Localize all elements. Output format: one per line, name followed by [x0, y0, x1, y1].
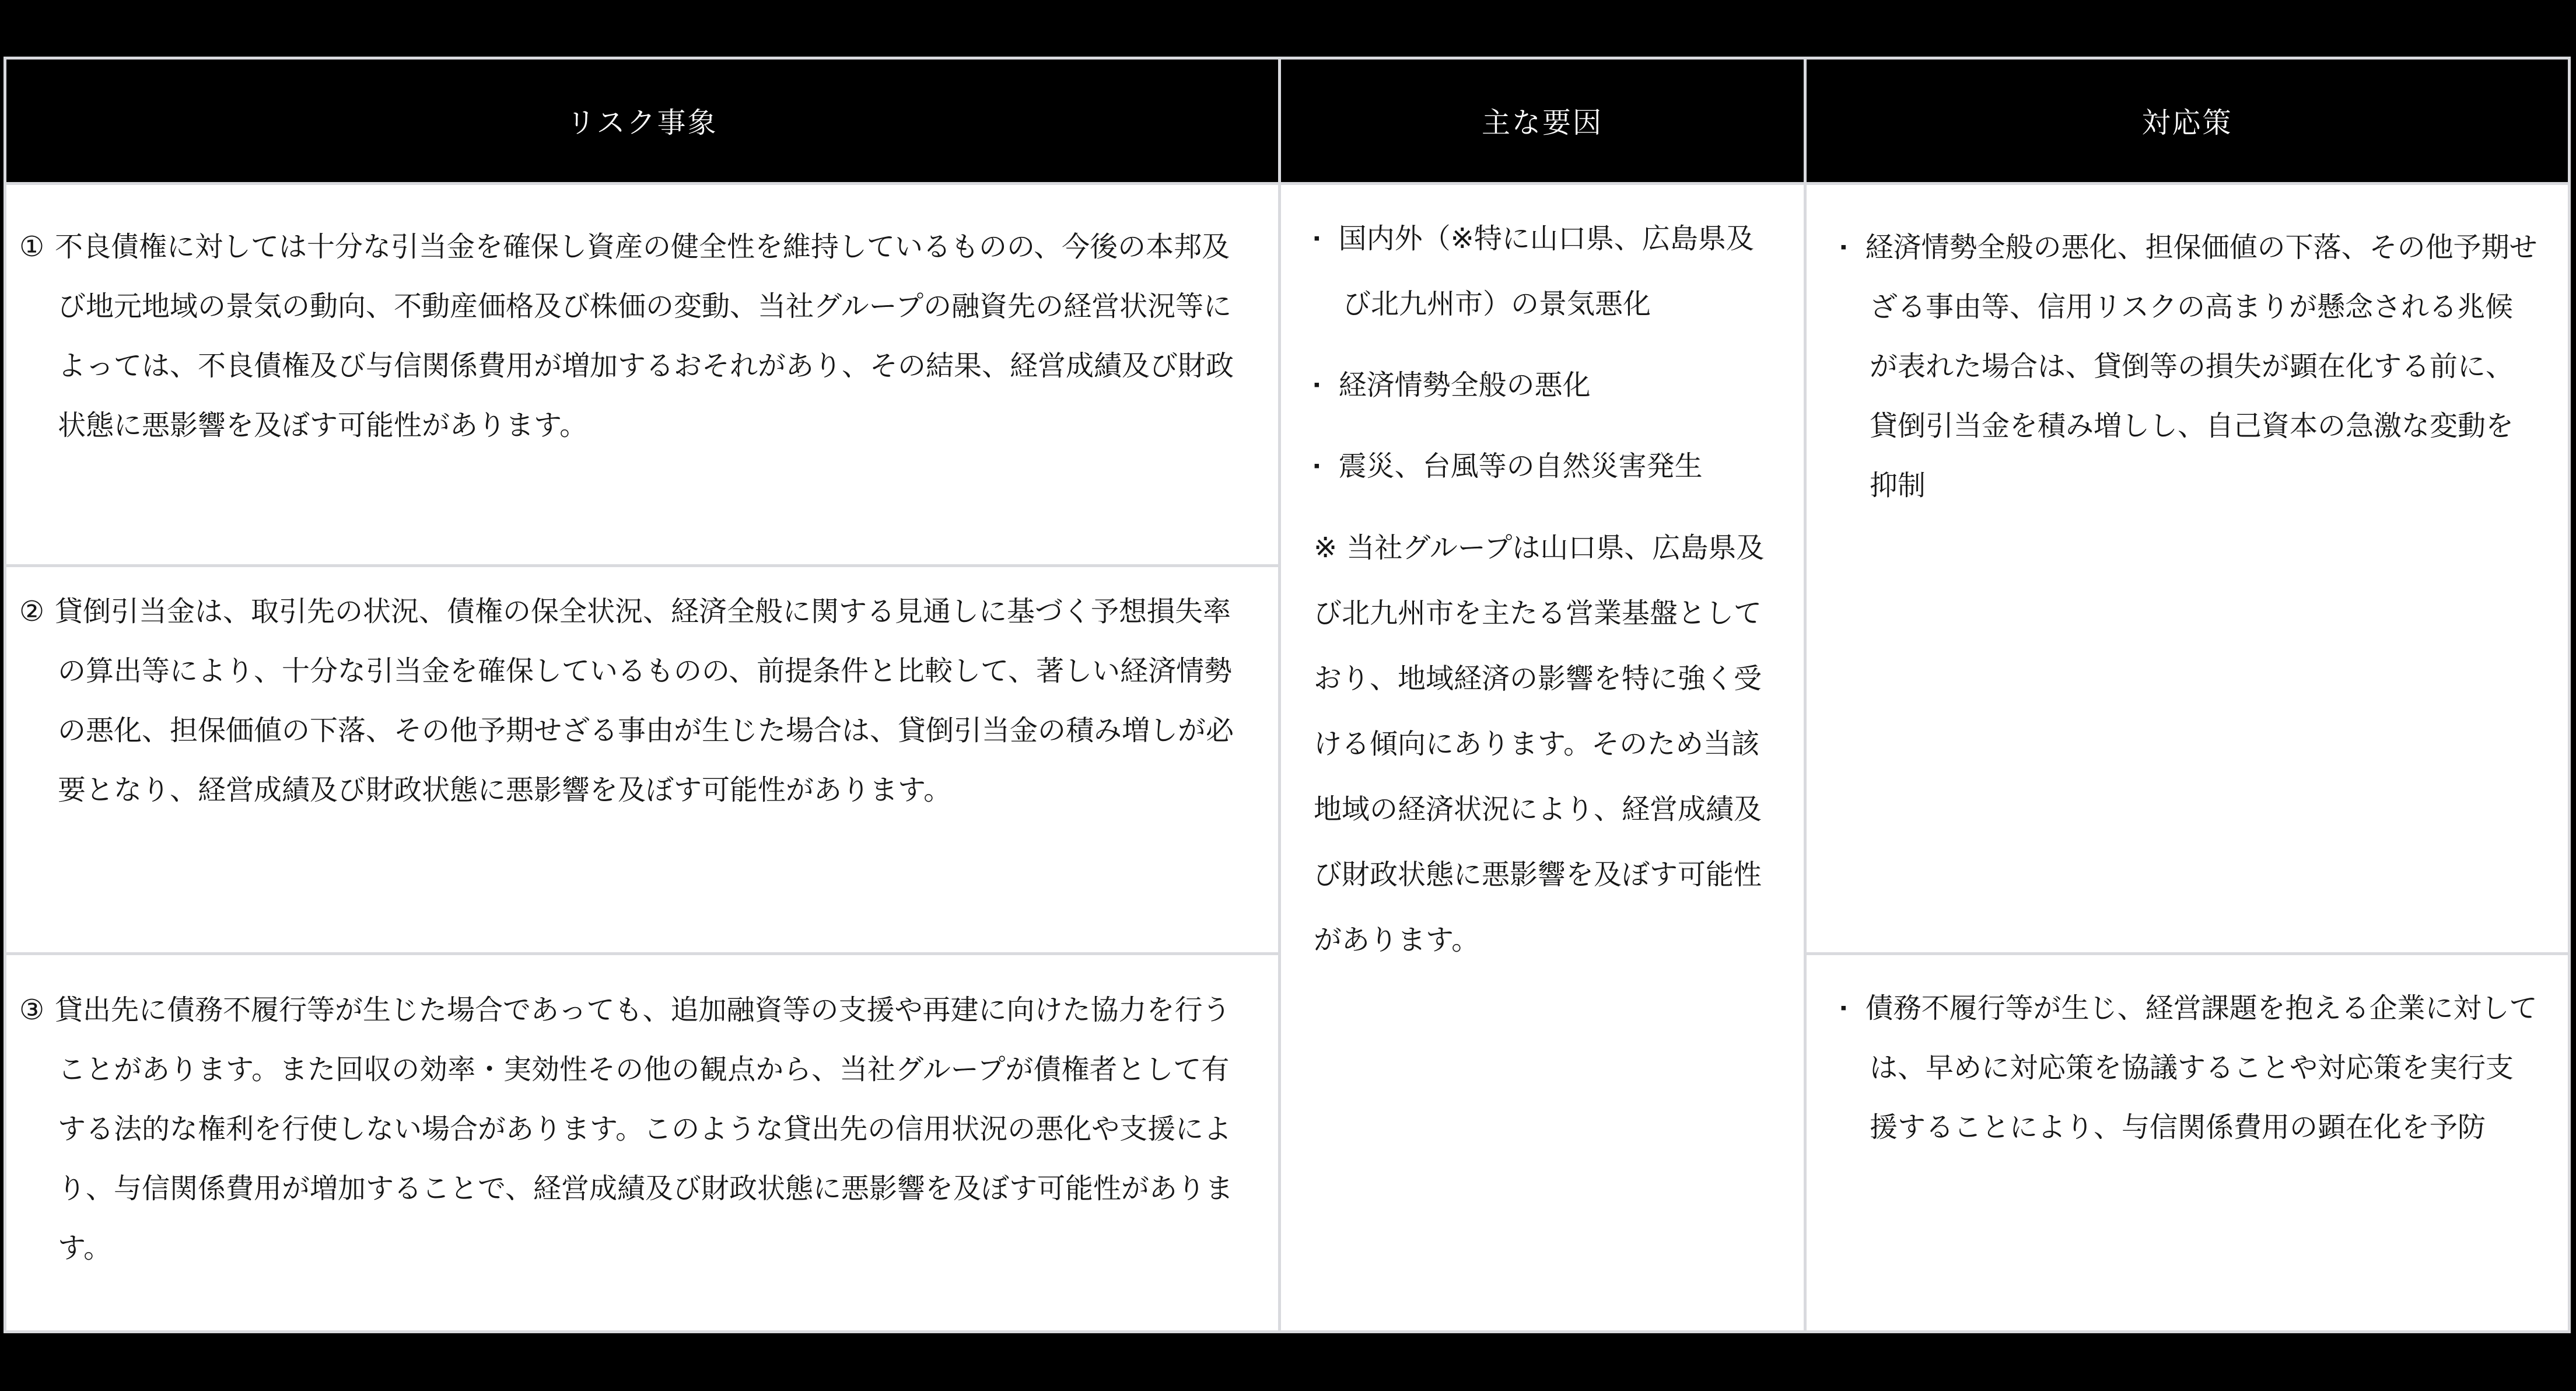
bullet-square-icon: ▪ — [1840, 237, 1847, 257]
header-label-main-factors: 主な要因 — [1481, 107, 1603, 139]
factor-text: 国内外（※特に山口県、広島県及び北九州市）の景気悪化 — [1338, 223, 1754, 320]
header-label-risk-events: リスク事象 — [566, 107, 718, 139]
reference-mark-icon: ※ — [1314, 533, 1338, 564]
circled-number-1-icon: ① — [19, 232, 45, 263]
bullet-square-icon: ▪ — [1314, 229, 1320, 248]
risk-event-cell-2 — [6, 564, 1278, 952]
risk-event-text: 不良債権に対しては十分な引当金を確保し資産の健全性を維持しているものの、今後の本邦及び地元地域の景気の動向、不動産価格及び株価の変動、当社グループの融資先の経営状況等によっては、不良債権及び与信関係費用が増加するおそれがあり、その結果、経営成績及び財政状態に悪影響を及ぼす可能性があります。 — [55, 232, 1234, 441]
risk-event-paragraph — [19, 582, 1252, 820]
factor-item — [1314, 206, 1780, 337]
countermeasure-cell-1 — [1804, 185, 2568, 952]
factor-item — [1314, 352, 1780, 418]
regional-note — [1314, 516, 1780, 973]
header-cell-main-factors — [1278, 60, 1804, 185]
header-cell-countermeasures — [1804, 60, 2568, 185]
countermeasure-text: 経済情勢全般の悪化、担保価値の下落、その他予期せざる事由等、信用リスクの高まりが懸念される兆候が表れた場合は、貸倒等の損失が顕在化する前に、貸倒引当金を積み増しし、自己資本の急激な変動を抑制 — [1865, 232, 2538, 501]
bullet-square-icon: ▪ — [1840, 998, 1847, 1018]
risk-event-text: 貸倒引当金は、取引先の状況、債権の保全状況、経済全般に関する見通しに基づく予想損失率の算出等により、十分な引当金を確保しているものの、前提条件と比較して、著しい経済情勢の悪化、担保価値の下落、その他予期せざる事由が生じた場合は、貸倒引当金の積み増しが必要となり、経営成績及び財政状態に悪影響を及ぼす可能性があります。 — [55, 596, 1234, 806]
risk-event-cell-3 — [6, 952, 1278, 1330]
factor-text: 経済情勢全般の悪化 — [1338, 370, 1591, 401]
risk-event-paragraph — [19, 218, 1252, 456]
circled-number-3-icon: ③ — [19, 995, 45, 1026]
regional-note-text: 当社グループは山口県、広島県及び北九州市を主たる営業基盤としており、地域経済の影響を特に強く受ける傾向にあります。そのため当該地域の経済状況により、経営成績及び財政状態に悪影響を及ぼす可能性があります。 — [1314, 533, 1765, 956]
countermeasure-item — [1840, 218, 2538, 516]
risk-table — [4, 57, 2571, 1333]
bullet-square-icon: ▪ — [1314, 375, 1320, 394]
header-label-countermeasures: 対応策 — [2141, 107, 2233, 139]
risk-event-paragraph — [19, 981, 1252, 1278]
countermeasure-item — [1840, 978, 2538, 1158]
circled-number-2-icon: ② — [19, 596, 45, 627]
bullet-square-icon: ▪ — [1314, 456, 1320, 476]
risk-event-cell-1 — [6, 185, 1278, 564]
factor-text: 震災、台風等の自然災害発生 — [1338, 451, 1703, 482]
countermeasure-cell-2 — [1804, 952, 2568, 1330]
header-cell-risk-events — [6, 60, 1278, 185]
factor-item — [1314, 434, 1780, 499]
countermeasure-text: 債務不履行等が生じ、経営課題を抱える企業に対しては、早めに対応策を協議することや対応策を実行支援することにより、与信関係費用の顕在化を予防 — [1865, 993, 2538, 1143]
risk-event-text: 貸出先に債務不履行等が生じた場合であっても、追加融資等の支援や再建に向けた協力を行うことがあります。また回収の効率・実効性その他の観点から、当社グループが債権者として有する法的な権利を行使しない場合があります。このような貸出先の信用状況の悪化や支援により、与信関係費用が増加することで、経営成績及び財政状態に悪影響を及ぼす可能性があります。 — [55, 995, 1234, 1264]
main-factors-cell — [1278, 185, 1804, 1330]
